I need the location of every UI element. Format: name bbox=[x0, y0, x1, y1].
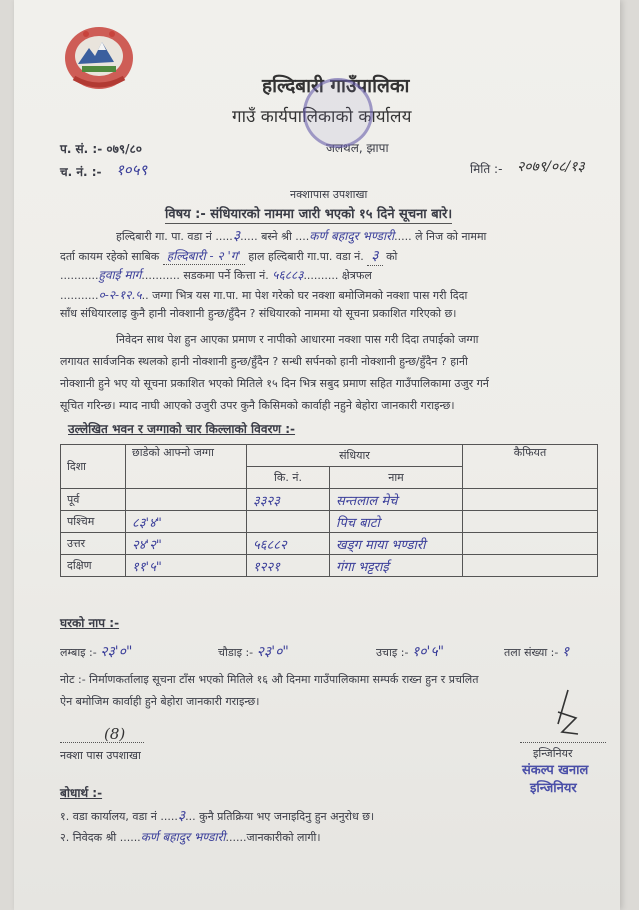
ward-number: ३ bbox=[232, 228, 241, 244]
section-signature-label: नक्शा पास उपशाखा bbox=[60, 749, 141, 762]
row-plot-number: ३३२३ bbox=[247, 489, 330, 511]
row-direction: पश्चिम bbox=[61, 511, 126, 533]
row-plot-number: १२२१ bbox=[247, 555, 330, 577]
subject-line: विषय :- संधियारको नाममा जारी भएको १५ दिने सूचना बारे। bbox=[165, 204, 452, 224]
current-ward: ३ bbox=[367, 246, 382, 266]
row-setback: ८३'४" bbox=[126, 511, 247, 533]
header-direction: दिशा bbox=[61, 445, 126, 489]
para1-line2: दर्ता कायम रहेको साबिक हल्दिबारी - २ 'ग' हाल हल्दिबारी गा.पा. वडा नं. ३ को bbox=[60, 248, 398, 264]
section-signature-mark: (8) bbox=[104, 725, 126, 743]
header-plot-number: कि. नं. bbox=[247, 467, 330, 489]
row-setback: ११'५" bbox=[126, 555, 247, 577]
para2-line3: नोक्शानी हुने भए यो सूचना प्रकाशित भएको मितिले १५ दिन भित्र सबुद प्रमाण सहित गाउँपालिकामा उजुर गर्न bbox=[60, 377, 489, 390]
nepal-emblem-logo bbox=[62, 20, 136, 94]
engineer-name-stamp: संकल्प खनाल bbox=[522, 763, 589, 778]
note-line1: नोट :- निर्माणकर्तालाइ सूचना टाँस भएको मितिले १६ औ दिनमा गाउँपालिकामा सम्पर्क राख्न हुन र प्रचलित bbox=[60, 673, 479, 686]
row-remarks bbox=[463, 489, 598, 511]
table-row bbox=[61, 533, 598, 555]
house-height: उचाइ :- १०'५" bbox=[376, 644, 445, 660]
engineer-title: इन्जिनियर bbox=[533, 747, 573, 760]
row-setback: २४'२" bbox=[126, 533, 247, 555]
date-value: २०७९/०८/१३ bbox=[517, 159, 585, 175]
boundary-table-heading: उल्लेखित भवन र जग्गाको चार किल्लाको विवरण :- bbox=[68, 422, 296, 436]
house-floors: तला संख्या :- १ bbox=[504, 644, 570, 660]
house-length: लम्बाइ :- २३'०" bbox=[60, 644, 133, 660]
office-seal-stamp bbox=[303, 78, 373, 148]
engineer-signature bbox=[548, 688, 584, 738]
note-line2: ऐन बमोजिम कार्वाही हुने बेहोरा जानकारी गराइन्छ। bbox=[60, 695, 260, 708]
para2-line2: लगायत सार्वजनिक स्थलको हानी नोक्शानी हुन्छ/हुँदैन ? सन्धी सर्पनको हानी नोक्शानी हुन्छ/हुँदैन ? हानी bbox=[60, 355, 468, 368]
row-neighbor-name: पिच बाटो bbox=[330, 511, 463, 533]
row-remarks bbox=[463, 533, 598, 555]
header-neighbor-name: नाम bbox=[330, 467, 463, 489]
old-address: हल्दिबारी - २ 'ग' bbox=[163, 247, 245, 265]
para1-line1: हल्दिबारी गा. पा. वडा नं .....३..... बस्ने श्री ....कर्ण बहादुर भण्डारी..... ले निज को नाममा bbox=[116, 228, 487, 244]
date-label: मिति :- bbox=[470, 162, 503, 176]
section-label: नक्शापास उपशाखा bbox=[290, 188, 368, 201]
engineer-signature-line bbox=[520, 742, 606, 743]
signature-line bbox=[60, 742, 144, 743]
para1-line5: साँध संधियारलाइ कुनै हानी नोक्शानी हुन्छ/हुँदैन ? संधियारको नाममा यो सूचना प्रकाशित गरिएको छ। bbox=[60, 307, 457, 320]
row-direction: उत्तर bbox=[61, 533, 126, 555]
row-neighbor-name: गंगा भट्टराई bbox=[330, 555, 463, 577]
plot-area: ०-२-१२.५ bbox=[98, 288, 142, 302]
table-row bbox=[61, 511, 598, 533]
cc-line2: २. निवेदक श्री ......कर्ण बहादुर भण्डारी......जानकारीको लागी। bbox=[60, 830, 321, 844]
row-direction: दक्षिण bbox=[61, 555, 126, 577]
road-name: हुवाई मार्ग bbox=[98, 268, 142, 282]
dispatch-number-label: च. नं. :- bbox=[60, 165, 102, 179]
table-row bbox=[61, 555, 598, 577]
para2-line1: निवेदन साथ पेश हुन आएका प्रमाण र नापीको आधारमा नक्शा पास गरी दिदा तपाईको जग्गा bbox=[116, 333, 479, 346]
house-width: चौडाइ :- २३'०" bbox=[218, 644, 289, 660]
table-row bbox=[61, 489, 598, 511]
engineer-role-stamp: इन्जिनियर bbox=[530, 781, 577, 796]
para1-line3: ...........हुवाई मार्ग........... सडकमा पर्ने कित्ता नं. ५६८८३.......... क्षेत्रफल bbox=[60, 268, 372, 282]
row-neighbor-name: खड्ग माया भण्डारी bbox=[330, 533, 463, 555]
cc-line1: १. वडा कार्यालय, वडा नं .....३... कुनै प्रतिक्रिया भए जनाइदिनु हुन अनुरोध छ। bbox=[60, 808, 375, 824]
office-title: हल्दिबारी गाउँपालिका bbox=[262, 75, 410, 97]
cc-heading: बोधार्थ :- bbox=[60, 786, 103, 800]
applicant-name: कर्ण बहादुर भण्डारी bbox=[309, 229, 395, 243]
row-plot-number bbox=[247, 511, 330, 533]
office-address: जलथल, झापा bbox=[326, 141, 389, 155]
row-neighbor-name: सन्तलाल मेचे bbox=[330, 489, 463, 511]
reference-number: प. सं. :- ०७९/८० bbox=[60, 142, 142, 156]
para2-line4: सूचित गरिन्छ। म्याद नाघी आएको उजुरी उपर कुनै किसिमको कार्वाही नहुने बेहोरा जानकारी गराइन्छ। bbox=[60, 399, 455, 412]
row-remarks bbox=[463, 555, 598, 577]
row-setback bbox=[126, 489, 247, 511]
office-subtitle: गाउँ कार्यपालिकाको कार्यालय bbox=[232, 107, 412, 127]
header-setback: छाडेको आफ्नो जग्गा bbox=[126, 445, 247, 489]
row-plot-number: ५६८८२ bbox=[247, 533, 330, 555]
row-remarks bbox=[463, 511, 598, 533]
boundary-table bbox=[60, 444, 598, 577]
dispatch-number: १०५९ bbox=[116, 161, 148, 179]
para1-line4: ...........०-२-१२.५.. जग्गा भित्र यस गा.पा. मा पेश गरेको घर नक्शा बमोजिमको नक्शा पास गरी दिदा bbox=[60, 288, 468, 302]
header-neighbor: संधियार bbox=[247, 445, 463, 467]
header-remarks: कैफियत bbox=[463, 445, 598, 489]
house-measure-heading: घरको नाप :- bbox=[60, 616, 120, 630]
row-direction: पूर्व bbox=[61, 489, 126, 511]
plot-number: ५६८८३ bbox=[272, 268, 304, 282]
